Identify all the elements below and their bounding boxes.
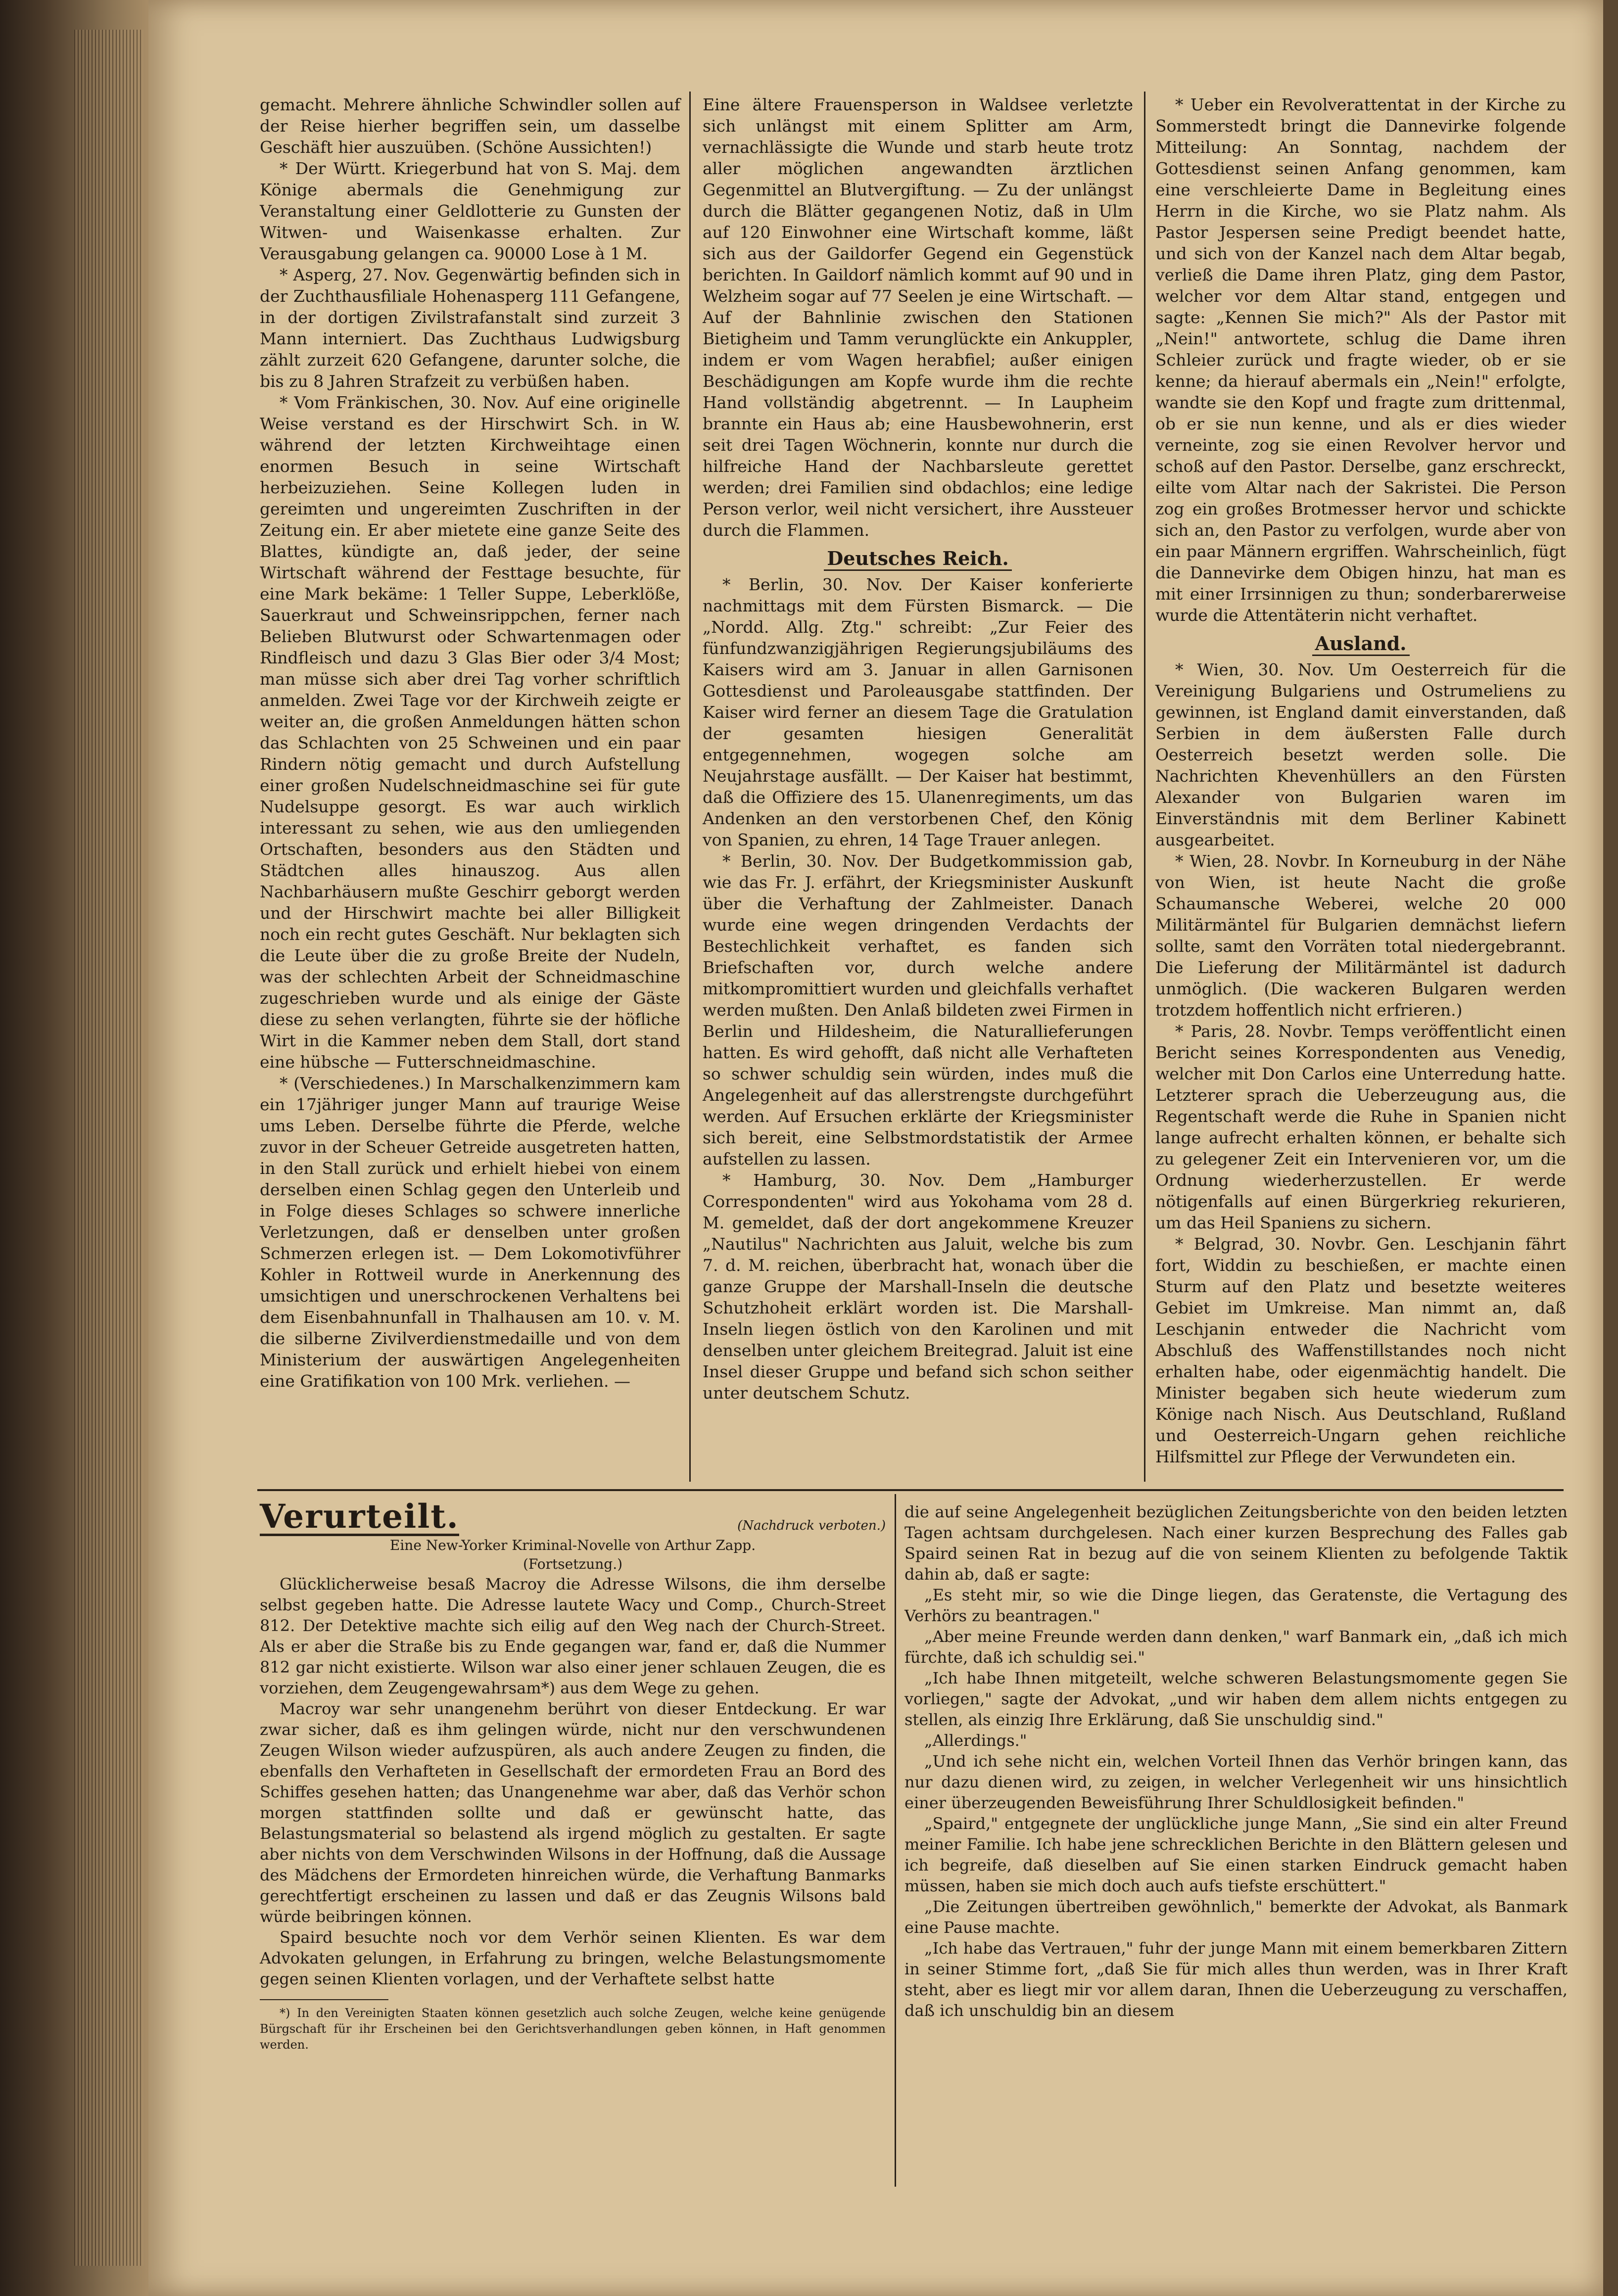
book-spine-edge [0,0,148,2296]
article: gemacht. Mehrere ähnliche Schwindler sollen auf der Reise hierher begriffen sein, um dasselbe Geschäft hier auszuüben. (Schöne Aussichten!) [260,95,680,157]
paragraph: Glücklicherweise besaß Macroy die Adresse Wilsons, die ihm derselbe selbst gegeben hatte. Die Adresse lautete Wacy und Comp., Church-Street 812. Der Detektive machte sich eilig auf den Weg nach der Church-Street. Als er aber die Straße bis zu Ende gegangen war, fand er, daß die Nummer 812 gar nicht existierte. Wilson war also einer jener schlauen Zeugen, die es vorziehen, dem Zeugengewahrsam*) aus dem Wege zu gehen. [260,1575,886,1697]
paragraph: „Allerdings." [924,1731,1027,1750]
article: Eine ältere Frauensperson in Waldsee verletzte sich unlängst mit einem Splitter am Arm, vernachlässigte die Wunde und starb heute trotz aller möglichen angewandten ärztlichen Gegenmittel an Blutvergiftung. — Zu der unlängst durch die Blätter gegangenen Notiz, daß in Ulm auf 120 Einwohner eine Wirtschaft komme, läßt sich aus der Gaildorfer Gegend ein Gegenstück berichten. In Gaildorf nämlich kommt auf 90 und in Welzheim sogar auf 77 Seelen je eine Wirtschaft. — Auf der Bahnlinie zwischen den Stationen Bietigheim und Tamm verunglückte ein Ankuppler, indem er vom Wagen herabfiel; außer einigen Beschädigungen am Kopfe wurde ihm die rechte Hand vollständig abgetrennt. — In Laupheim brannte ein Haus ab; eine Hausbewohnerin, erst seit drei Tagen Wöchnerin, konnte nur durch die hilfreiche Hand der Nachbarsleute gerettet werden; drei Familien sind obdachlos; eine ledige Person verlor, weil nicht versichert, ihre Aussteuer durch die Flammen. [703,95,1133,540]
column-rule-2 [1144,92,1145,1482]
column-3 [1155,94,1566,1467]
paragraph: „Ich habe das Vertrauen," fuhr der junge Mann mit einem bemerkbaren Zittern in seiner Stimme fort, „daß Sie für mich alles thun werden, was in Ihrer Kraft steht, aber es liegt mir vor allem daran, Ihnen die Ueberzeugung zu verschaffen, daß ich unschuldig bin an diesem [904,1939,1568,2020]
article: * (Verschiedenes.) In Marschalkenzimmern kam ein 17jähriger junger Mann auf traurige Weise ums Leben. Derselbe führte die Pferde, welche zuvor in der Scheuer Getreide ausgetreten hatten, in den Stall zurück und erhielt hiebei von einem derselben einen Schlag gegen den Unterleib und in Folge dieses Schlages so schwere innerliche Verletzungen, daß er denselben unter großen Schmerzen erlegen ist. — Dem Lokomotivführer Kohler in Rottweil wurde in Anerkennung des umsichtigen und unerschrockenen Verhaltens bei dem Eisenbahnunfall in Thalhausen am 10. v. M. die silberne Zivilverdienstmedaille und von dem Ministerium der auswärtigen Angelegenheiten eine Gratifikation von 100 Mrk. verliehen. — [260,1074,680,1391]
feuilleton-right [904,1501,1568,2021]
footnote: *) In den Vereinigten Staaten können gesetzlich auch solche Zeugen, welche keine genügende Bürgschaft für ihr Erscheinen bei den Gerichtsverhandlungen geben können, in Haft genommen werden. [260,2006,886,2052]
article: * Vom Fränkischen, 30. Nov. Auf eine originelle Weise verstand es der Hirschwirt Sch. in W. während der letzten Kirchweihtage einen enormen Besuch in seine Wirtschaft herbeizuziehen. Seine Kollegen luden in gereimten und ungereimten Zuschriften in der Zeitung ein. Er aber mietete eine ganze Seite des Blattes, kündigte an, daß jeder, der seine Wirtschaft während der Festtage besuchte, für eine Mark bekäme: 1 Teller Suppe, Leberklöße, Sauerkraut und Schweinsrippchen, ferner nach Belieben Blutwurst oder Schwartenmagen oder Rindfleisch und dazu 3 Glas Bier oder 3/4 Most; man müsse sich aber drei Tag vorher schriftlich anmelden. Zwei Tage vor der Kirchweih zeigte er weiter an, die großen Anmeldungen hätten schon das Schlachten von 25 Schweinen und ein paar Rindern nötig gemacht und durch Aufstellung einer großen Nudelschneidmaschine sei für gute Nudelsuppe gesorgt. Es war auch wirklich interessant zu sehen, wie aus den umliegenden Ortschaften, besonders aus den Städten und Städtchen alles hinauszog. Aus allen Nachbarhäusern mußte Geschirr geborgt werden und der Hirschwirt machte bei aller Billigkeit noch ein recht gutes Geschäft. Nur beklagten sich die Leute über die zu große Breite der Nudeln, was der schlechten Arbeit der Schneidmaschine zugeschrieben wurde und als einige der Gäste diese zu sehen verlangten, führte sie der höfliche Wirt in die Kammer neben dem Stall, dort stand eine hübsche — Futterschneidmaschine. [260,393,680,1072]
feuilleton-continuation: (Fortsetzung.) [523,1556,623,1572]
column-2 [703,94,1133,1404]
article: * Paris, 28. Novbr. Temps veröffentlicht einen Bericht seines Korrespondenten aus Venedig, welcher mit Don Carlos eine Unterredung hatte. Letzterer sprach die Ueberzeugung aus, die Regentschaft werde die Ruhe in Spanien nicht lange aufrecht erhalten können, er behalte sich zu gelegener Zeit ein Intervenieren vor, um die Ordnung wiederherzustellen. Er werde nötigenfalls auf einen Bürgerkrieg rekurieren, um das Heil Spaniens zu sichern. [1155,1022,1566,1232]
paragraph: „Die Zeitungen übertreiben gewöhnlich," bemerkte der Advokat, als Banmark eine Pause machte. [904,1897,1568,1937]
feuilleton-column-rule [895,1494,896,2187]
article: * Wien, 30. Nov. Um Oesterreich für die Vereinigung Bulgariens und Ostrumeliens zu gewinnen, ist England damit einverstanden, daß Serbien in dem äußersten Falle durch Oesterreich besetzt werden solle. Die Nachrichten Khevenhüllers an den Fürsten Alexander von Bulgarien waren im Einverständnis mit dem Berliner Kabinett ausgearbeitet. [1155,660,1566,849]
feuilleton-left [260,1499,886,2053]
paragraph: Spaird besuchte noch vor dem Verhör seinen Klienten. Es war dem Advokaten gelungen, in Erfahrung zu bringen, welche Belastungsmomente gegen seinen Klienten vorlagen, und der Verhaftete selbst hatte [260,1928,886,1988]
paragraph: „Ich habe Ihnen mitgeteilt, welche schweren Belastungsmomente gegen Sie vorliegen," sagte der Advokat, „und wir haben dem allem nichts entgegen zu stellen, als einzig Ihre Erklärung, daß Sie unschuldig sind." [904,1669,1568,1729]
article: * Hamburg, 30. Nov. Dem „Hamburger Correspondenten" wird aus Yokohama vom 28 d. M. gemeldet, daß der dort angekommene Kreuzer „Nautilus" Nachrichten aus Jaluit, welche bis zum 7. d. M. reichen, überbracht hat, wonach über die ganze Gruppe der Marshall-Inseln die deutsche Schutzhoheit erklärt worden ist. Die Marshall-Inseln liegen östlich von den Karolinen und mit denselben unter gleichem Breitegrad. Jaluit ist eine Insel dieser Gruppe und befand sich schon seither unter deutschem Schutz. [703,1171,1133,1403]
right-edge [1603,0,1618,2296]
feuilleton-title: Verurteilt. [260,1497,459,1536]
page-stack [74,30,143,2266]
paragraph: die auf seine Angelegenheit bezüglichen Zeitungsberichte von den beiden letzten Tagen achtsam durchgelesen. Nach einer kurzen Besprechung des Falles gab Spaird seinen Rat in bezug auf die von seinem Klienten zu befolgende Taktik dahin ab, daß er sagte: [904,1502,1568,1584]
column-1 [260,94,680,1392]
feuilleton-rule [257,1489,1564,1491]
article: * Wien, 28. Novbr. In Korneuburg in der Nähe von Wien, ist heute Nacht die große Schaumansche Weberei, welche 20 000 Militärmäntel für Bulgarien demnächst liefern sollte, samt den Vorräten total niedergebrannt. Die Lieferung der Militärmäntel ist dadurch unmöglich. (Die wackeren Bulgaren werden trotzdem hoffentlich nicht erfrieren.) [1155,851,1566,1020]
paragraph: „Aber meine Freunde werden dann denken," warf Banmark ein, „daß ich mich fürchte, daß ich schuldig sei." [904,1627,1568,1667]
article: * Der Württ. Kriegerbund hat von S. Maj. dem Könige abermals die Genehmigung zur Veranstaltung einer Geldlotterie zu Gunsten der Witwen- und Waisenkasse erhalten. Zur Verausgabung gelangen ca. 90000 Lose à 1 M. [260,159,680,263]
section-heading-deutsches-reich: Deutsches Reich. [703,548,1133,569]
article: * Asperg, 27. Nov. Gegenwärtig befinden sich in der Zuchthausfiliale Hohenasperg 111 Gefangene, in der dortigen Zivilstrafanstalt sind zurzeit 3 Mann interniert. Das Zuchthaus Ludwigsburg zählt zurzeit 620 Gefangene, darunter solche, die bis zu 8 Jahren Strafzeit zu verbüßen haben. [260,265,680,391]
article: * Belgrad, 30. Novbr. Gen. Leschjanin fährt fort, Widdin zu beschießen, er machte einen Sturm auf den Platz und besetzte weiteres Gebiet im Umkreise. Man nimmt an, daß Leschjanin entweder die Nachricht vom Abschluß des Waffenstillstandes noch nicht erhalten habe, oder eigenmächtig handelt. Die Minister begaben sich heute wiederum zum Könige nach Nisch. Aus Deutschland, Rußland und Oesterreich-Ungarn gehen reichliche Hilfsmittel zur Pflege der Verwundeten ein. [1155,1234,1566,1466]
article: * Berlin, 30. Nov. Der Kaiser konferierte nachmittags mit dem Fürsten Bismarck. — Die „Nordd. Allg. Ztg." schreibt: „Zur Feier des fünfundzwanzigjährigen Regierungsjubiläums des Kaisers wird am 3. Januar in allen Garnisonen Gottesdienst und Paroleausgabe stattfinden. Der Kaiser wird ferner an diesem Tage die Gratulation der gesamten hiesigen Generalität entgegennehmen, wogegen solche am Neujahrstage ausfällt. — Der Kaiser hat bestimmt, daß die Offiziere des 15. Ulanenregiments, um das Andenken an den verstorbenen Chef, den König von Spanien, zu ehren, 14 Tage Trauer anlegen. [703,575,1133,849]
section-heading-ausland: Ausland. [1155,633,1566,654]
article: * Ueber ein Revolverattentat in der Kirche zu Sommerstedt bringt die Dannevirke folgende Mitteilung: An Sonntag, nachdem der Gottesdienst seinen Anfang genommen, kam eine verschleierte Dame in Begleitung eines Herrn in die Kirche, wo sie Platz nahm. Als Pastor Jespersen seine Predigt beendet hatte, und sich von der Kanzel nach dem Altar begab, verließ die Dame ihren Platz, ging dem Pastor, welcher vor dem Altar stand, entgegen und sagte: „Kennen Sie mich?" Als der Pastor mit „Nein!" antwortete, schlug die Dame ihren Schleier zurück und fragte wieder, ob er sie kenne; da hierauf abermals ein „Nein!" erfolgte, wandte sie den Kopf und fragte zum drittenmal, ob er sie nun kenne, und als er dies wieder verneinte, zog sie einen Revolver hervor und schoß auf den Pastor. Derselbe, ganz erschreckt, eilte vom Altar nach der Sakristei. Die Person zog ein großes Brotmesser hervor und schickte sich an, den Pastor zu verfolgen, wurde aber von ein paar Männern ergriffen. Wahrscheinlich, fügt die Dannevirke dem Obigen hinzu, hat man es mit einer Irrsinnigen zu thun; sonderbarerweise wurde die Attentäterin nicht verhaftet. [1155,95,1566,625]
paragraph: Macroy war sehr unangenehm berührt von dieser Entdeckung. Er war zwar sicher, daß es ihm gelingen würde, nicht nur den verschwundenen Zeugen Wilson wieder aufzuspüren, als auch andere Zeugen zu finden, die ebenfalls den Verhafteten in Gesellschaft der ermordeten Frau an Bord des Schiffes gesehen hatten; das Unangenehme war aber, daß das Verhör schon morgen stattfinden sollte und daß er gewünscht hatte, das Belastungsmaterial so belastend als irgend möglich zu gestalten. Er sagte aber nichts von dem Verschwinden Wilsons in der Hoffnung, daß die Aussage des Mädchens der Ermordeten hinreichen würde, die Verhaftung Banmarks gerechtfertigt erscheinen zu lassen und daß er das Zeugnis Wilsons bald würde beibringen können. [260,1699,886,1926]
reprint-note: (Nachdruck verboten.) [737,1518,886,1533]
paragraph: „Es steht mir, so wie die Dinge liegen, das Geratenste, die Vertagung des Verhörs zu beantragen." [904,1586,1568,1625]
paragraph: „Und ich sehe nicht ein, welchen Vorteil Ihnen das Verhör bringen kann, das nur dazu dienen wird, zu zeigen, in welcher Verlegenheit wir uns hinsichtlich einer überzeugenden Beweisführung Ihrer Schuldlosigkeit befinden." [904,1752,1568,1812]
feuilleton-subtitle: Eine New-Yorker Kriminal-Novelle von Arthur Zapp. [389,1537,756,1553]
column-rule-1 [689,92,691,1482]
paragraph: „Spaird," entgegnete der unglückliche junge Mann, „Sie sind ein alter Freund meiner Familie. Ich habe jene schrecklichen Berichte in den Blättern gelesen und ich begreife, daß dieselben auf Sie einen starken Eindruck gemacht haben müssen, haben sie mich doch auch aufs tiefste erschüttert." [904,1814,1568,1895]
footnote-rule [260,1999,388,2000]
article: * Berlin, 30. Nov. Der Budgetkommission gab, wie das Fr. J. erfährt, der Kriegsminister Auskunft über die Verhaftung der Zahlmeister. Danach wurde eine wegen dringenden Verdachts der Bestechlichkeit verhaftet, es fanden sich Briefschaften vor, durch welche andere mitkompromittiert wurden und gleichfalls verhaftet werden mußten. Den Anlaß bildeten zwei Firmen in Berlin und Hildesheim, die Naturallieferungen hatten. Es wird gehofft, daß nicht alle Verhafteten so schwer schuldig sein würden, indes muß die Angelegenheit auf das allerstrengste durchgeführt werden. Auf Ersuchen erklärte der Kriegsminister sich bereit, eine Selbstmordstatistik der Armee aufstellen zu lassen. [703,851,1133,1169]
